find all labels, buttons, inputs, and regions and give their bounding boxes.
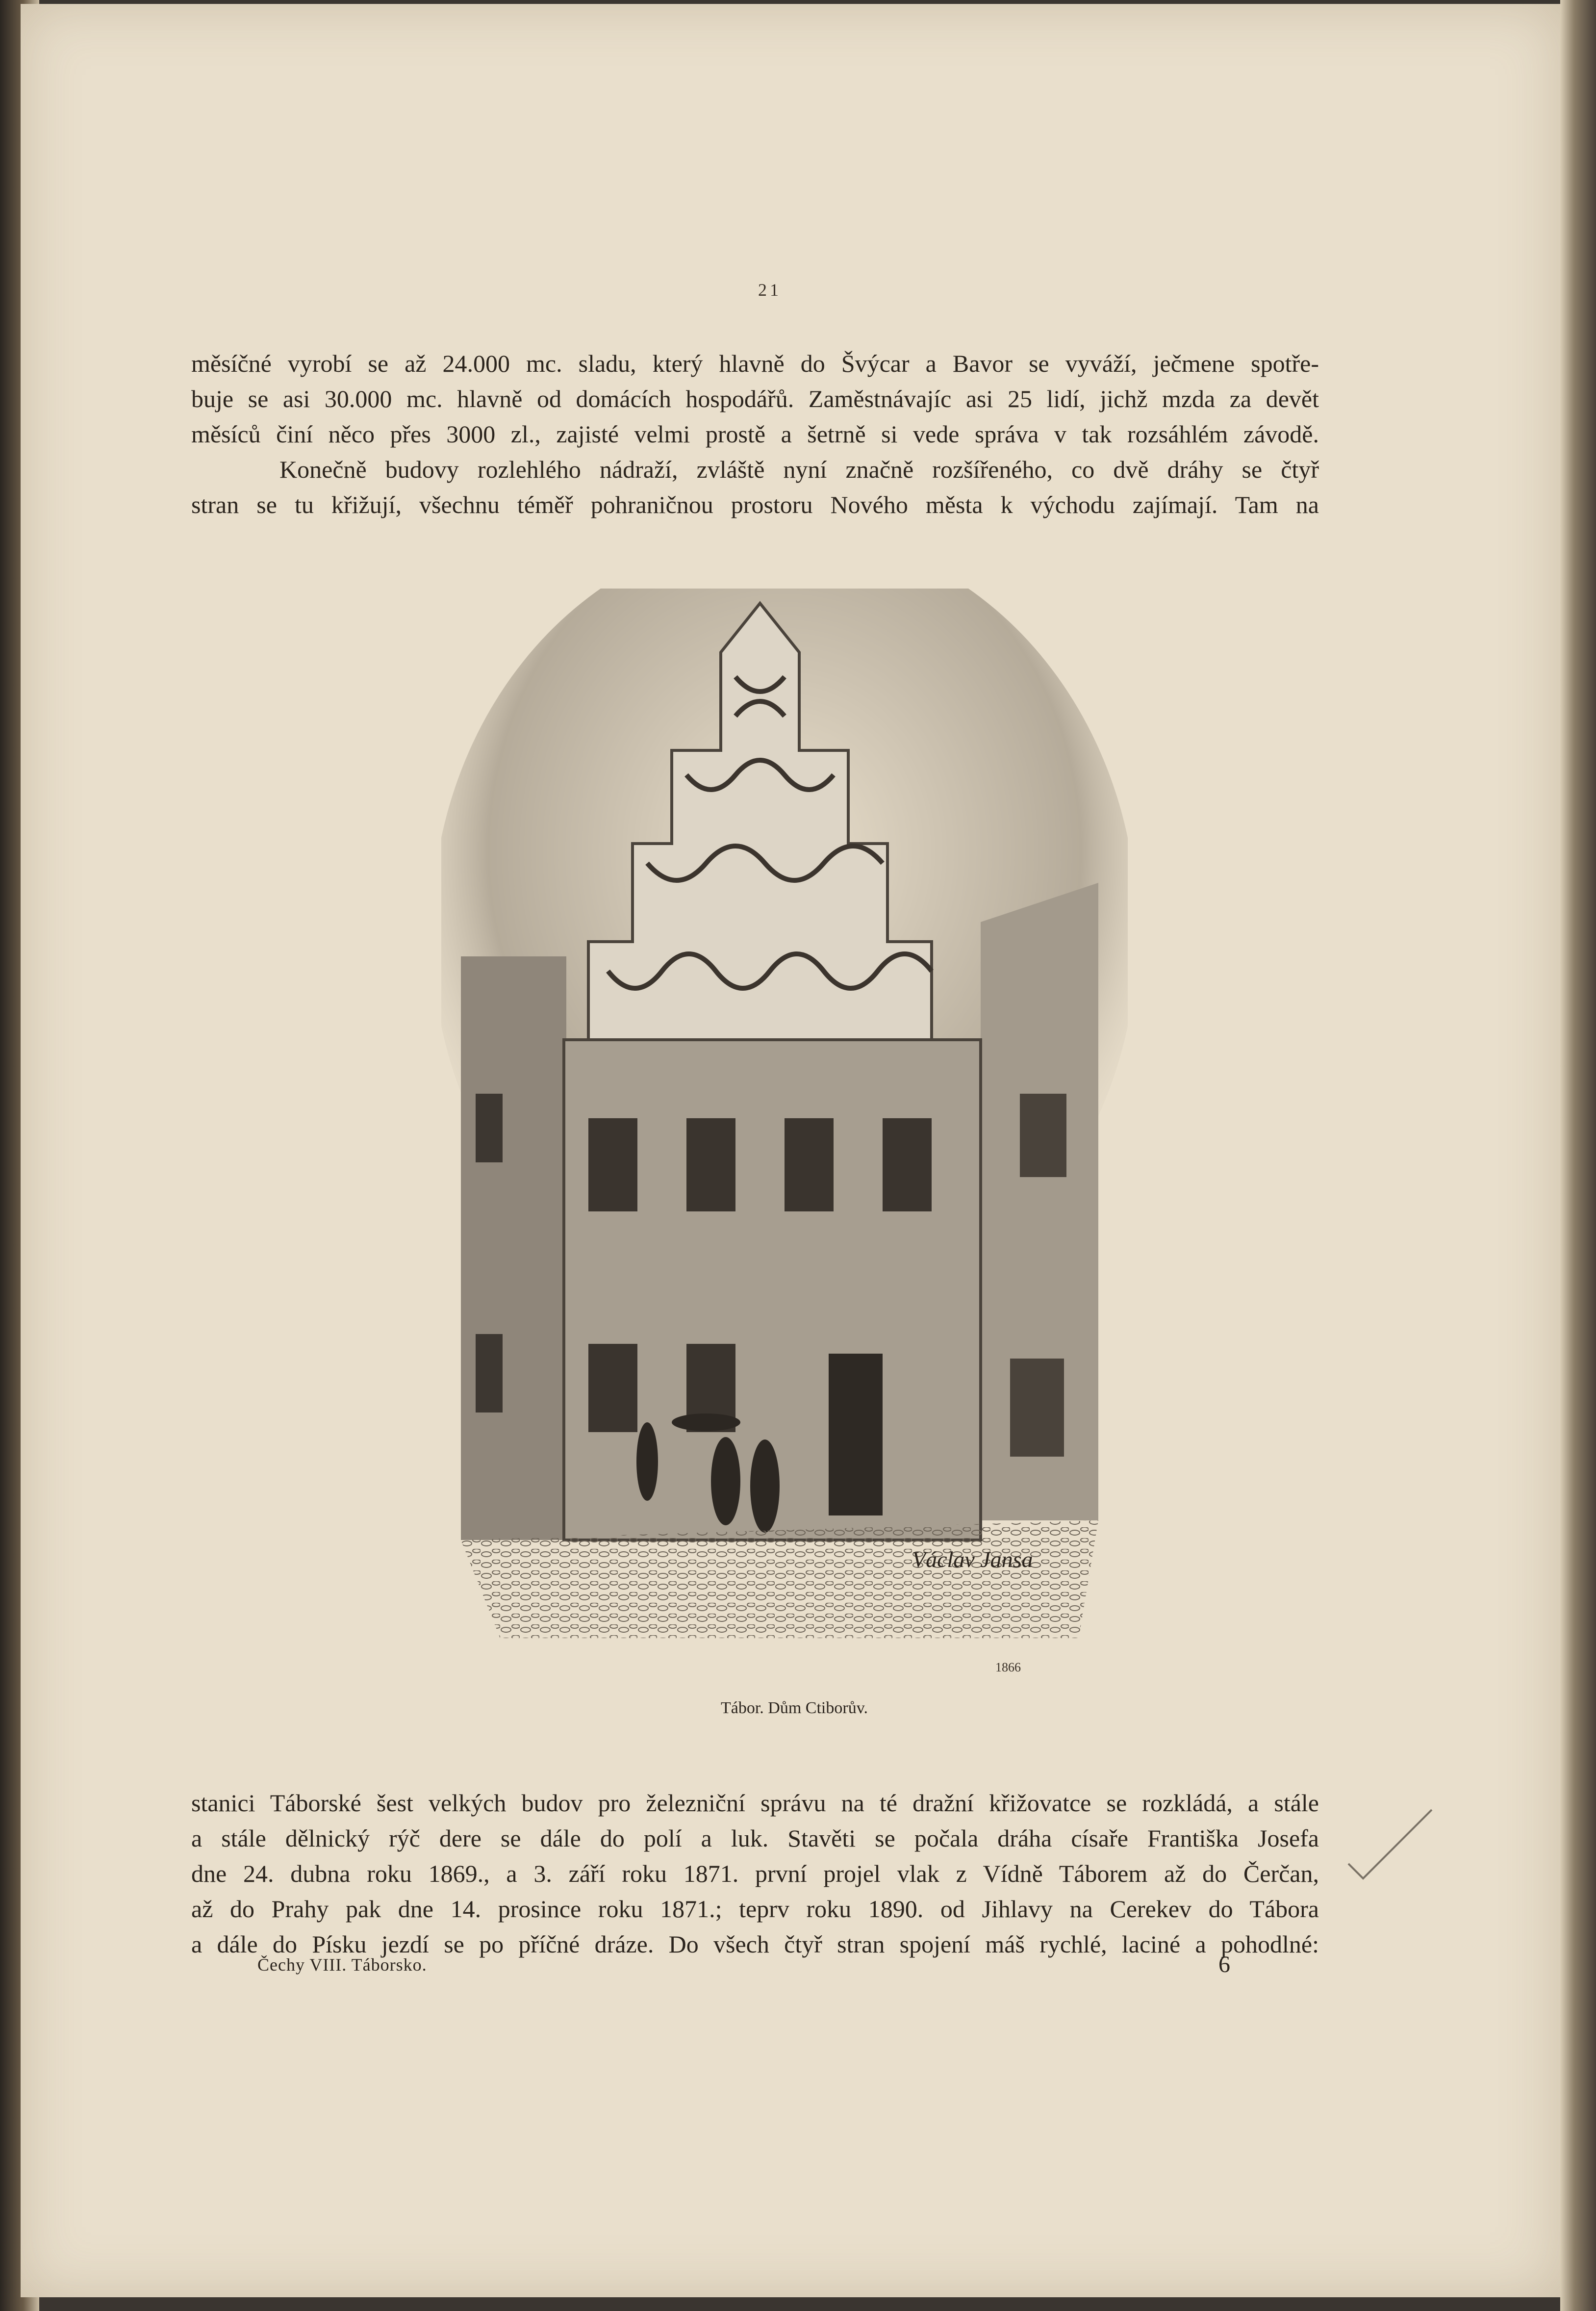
cobblestones [461,1520,1098,1638]
doorway [829,1354,883,1515]
sheet-number: 6 [1218,1952,1230,1977]
illustration-number: 1866 [995,1660,1021,1674]
text-line: stanici Táborské šest velkých budov pro železniční správu na té dražní křižovatce se rozkládá, a stále [191,1789,1319,1817]
left-building [461,956,566,1540]
illustration-caption: Tábor. Dům Ctiborův. [721,1699,868,1717]
text-line: až do Prahy pak dne 14. prosince roku 1871.; teprv roku 1890. od Jihlavy na Cerekev do Tábora [191,1895,1319,1923]
artist-signature: Václav Jansa [912,1547,1033,1572]
text-line: a dále do Písku jezdí se po příčné dráze. Do všech čtyř stran spojení máš rychlé, laciné a pohodlné: [191,1930,1319,1958]
text-line: dne 24. dubna roku 1869., a 3. září roku 1871. první projel vlak z Vídně Táborem až do Čerčan, [191,1860,1319,1887]
text-line: buje se asi 30.000 mc. hlavně od domácích hospodářů. Zaměstnávajíc asi 25 lidí, jichž mzda za devět [191,385,1319,412]
text-line: měsíčné vyrobí se až 24.000 mc. sladu, který hlavně do Švýcar a Bavor se vyváží, ječmene spotře- [191,350,1319,377]
house-illustration [441,589,1128,1653]
page-number: 21 [758,280,782,300]
text-line: Konečně budovy rozlehlého nádraží, zvláště nyní značně rozšířeného, co dvě dráhy se čtyř [279,456,1319,483]
bottom-paragraph [191,1785,1319,1962]
signature-mark: Čechy VIII. Táborsko. [257,1955,427,1975]
top-paragraph [191,346,1319,522]
pencil-checkmark [1343,1805,1437,1883]
page-edge [1560,0,1596,2311]
text-line: a stále dělnický rýč dere se dále do polí a luk. Stavěti se počala dráha císaře Františka Josefa [191,1824,1319,1852]
text-line: měsíců činí něco přes 3000 zl., zajisté velmi prostě a šetrně si vede správa v tak rozsáhlém závodě. [191,420,1319,448]
text-line: stran se tu křižují, všechnu téměř pohraničnou prostoru Nového města k východu zajímají. Tam na [191,491,1319,518]
